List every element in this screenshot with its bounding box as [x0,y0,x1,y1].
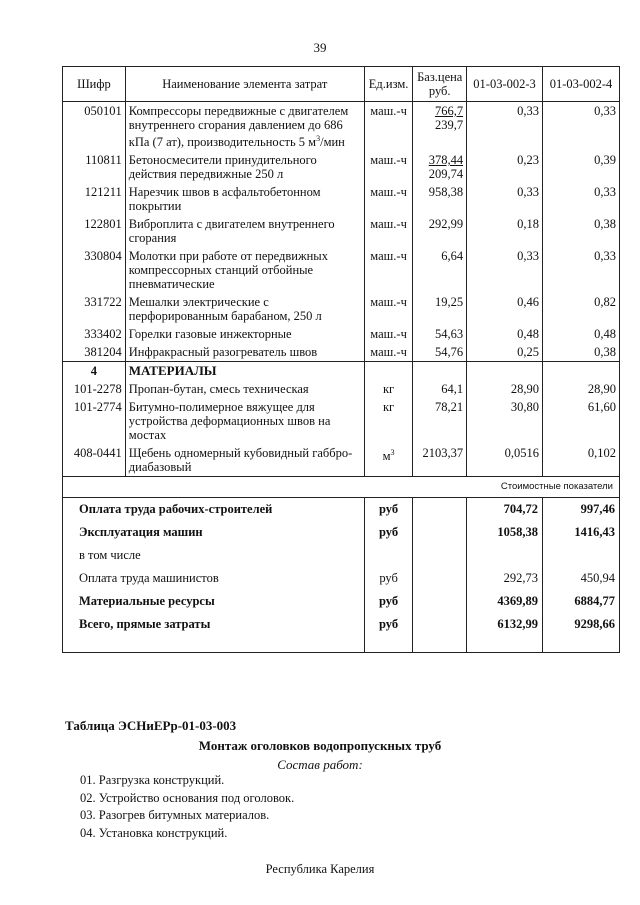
work-item: 02. Устройство основания под оголовок. [80,790,295,805]
work-item: 01. Разгрузка конструкций. [80,773,225,787]
table-row: 101-2774 Битумно-полимерное вяжущее для устройства деформационных швов на мостах кг 78,21 30,80 61,60 [63,398,620,444]
summary-row: Оплата труда машинистов руб 292,73 450,94 [63,567,620,590]
cost-caption-row [63,477,620,498]
table-subtitle: Монтаж оголовков водопропускных труб [198,738,442,753]
summary-row: Всего, прямые затраты руб 6132,99 9298,66 [63,613,620,636]
table-row: 408-0441 Щебень одномерный кубовидный габбро-диабазовый $м^3$ 2103,37 0,0516 0,102 [63,444,620,477]
header-name: Наименование элемента затрат [125,67,364,102]
summary-row: Материальные ресурсы руб 4369,89 6884,77 [63,590,620,613]
table-row: 110811 Бетоносмесители принудительного действия передвижные 250 л маш.-ч 378,44 209,74 0,23 0,39 [63,151,620,183]
work-item: 03. Разогрев битумных материалов. [80,808,270,822]
cost-caption: Стоимостные показатели [63,477,620,498]
resource-table [62,66,620,653]
table-row: 331722 Мешалки электрические с перфорированным барабаном, 250 л маш.-ч 19,25 0,46 0,82 [63,293,620,325]
header-code: Шифр [63,67,126,102]
table-row: 330804 Молотки при работе от передвижных компрессорных станций отбойные пневматические маш.-ч 6,64 0,33 0,33 [63,247,620,293]
summary-row: в том числе [63,544,620,567]
works-title: Состав работ: [277,757,363,772]
table-row: 333402 Горелки газовые инжекторные маш.-ч 54,63 0,48 0,48 [63,325,620,343]
page-number: 39 [313,40,327,55]
table-row: 381204 Инфракрасный разогреватель швов маш.-ч 54,76 0,25 0,38 [63,343,620,362]
header-base-price: Баз.цена руб. [413,67,467,102]
summary-blank-row [63,636,620,653]
work-item: 04. Установка конструкций. [80,825,228,840]
table-row: 122801 Виброплита с двигателем внутреннего сгорания маш.-ч 292,99 0,18 0,38 [63,215,620,247]
table-row: 121211 Нарезчик швов в асфальтобетонном покрытии маш.-ч 958,38 0,33 0,33 [63,183,620,215]
works-list [80,772,294,842]
table-title: Таблица ЭСНиЕРр-01-03-003 [65,718,237,733]
summary-row: Оплата труда рабочих-строителей руб 704,72 997,46 [63,498,620,522]
table-header [63,67,620,102]
header-col-b: 01-03-002-4 [543,67,620,102]
header-col-a: 01-03-002-3 [467,67,543,102]
table-row: 101-2278 Пропан-бутан, смесь техническая кг 64,1 28,90 28,90 [63,380,620,398]
section-row-materials: 4 МАТЕРИАЛЫ [63,362,620,381]
page-footer: Республика Карелия [265,862,375,876]
header-unit: Ед.изм. [364,67,413,102]
summary-row: Эксплуатация машин руб 1058,38 1416,43 [63,521,620,544]
table-row: 050101 Компрессоры передвижные с двигателем внутреннего сгорания давлением до 686 кПа (7 ат), производительность 5 $м^3$/мин маш.-ч 766,7 239,7 0,33 0,33 [63,102,620,152]
